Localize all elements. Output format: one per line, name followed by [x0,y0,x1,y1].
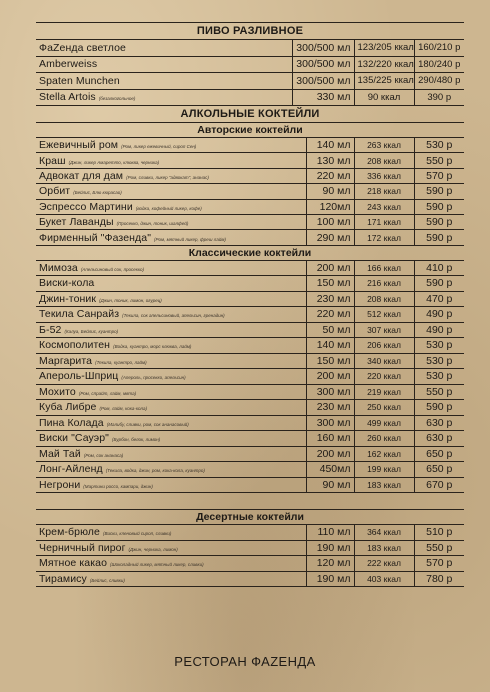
item-volume: 190 мл [306,540,354,556]
item-name: Мимоза [39,261,78,274]
item-volume: 450мл [306,462,354,478]
item-price: 490 р [414,307,464,323]
menu-row [36,40,464,56]
item-volume: 300/500 мл [292,73,354,90]
menu-row [36,214,464,229]
item-cell [36,230,306,245]
item-cell [36,168,306,183]
item-cell [36,322,306,338]
item-name: Эспрессо Мартини [39,200,133,213]
item-calories: 171 ккал [354,214,414,229]
item-volume: 330 мл [292,89,354,106]
item-price: 590 р [414,184,464,199]
item-volume: 90 мл [306,477,354,493]
item-cell [36,446,306,462]
item-price: 530 р [414,338,464,354]
item-price: 550 р [414,540,464,556]
item-calories: 183 ккал [354,540,414,556]
item-cell [36,89,292,106]
item-calories: 250 ккал [354,400,414,416]
item-name: Фирменный "Фазенда" [39,231,152,244]
item-ingredients: (Ром, лайм, кока-кола) [99,406,147,412]
item-name: Spaten Munchen [39,74,120,87]
item-volume: 150 мл [306,353,354,369]
item-cell [36,353,306,369]
menu-row [36,138,464,153]
item-cell [36,369,306,385]
beer-table [36,40,464,106]
item-cell [36,556,306,572]
item-ingredients: (Шоколадный ликер, мятный ликер, сливки) [110,562,204,568]
item-volume: 140 мл [306,338,354,354]
signature-subsection-title: Авторские коктейли [36,123,464,138]
item-name: Ежевичный ром [39,139,119,152]
item-price: 390 р [414,89,464,106]
item-price: 650 р [414,446,464,462]
item-cell [36,199,306,214]
menu-row [36,184,464,199]
item-price: 630 р [414,431,464,447]
item-volume: 140 мл [306,138,354,153]
item-calories: 364 ккал [354,525,414,540]
item-price: 410 р [414,261,464,276]
item-price: 530 р [414,353,464,369]
item-price: 530 р [414,138,464,153]
item-name: Джин-тоник [39,292,97,305]
item-calories: 162 ккал [354,446,414,462]
item-price: 160/210 р [414,40,464,56]
item-ingredients: (Водка, куантро, морс клюква, лайм) [113,344,192,350]
item-ingredients: (Текила, сок апельсиновый, апельсин, гренадин) [122,313,225,319]
item-cell [36,56,292,73]
item-volume: 230 мл [306,291,354,307]
item-price: 570 р [414,556,464,572]
menu-row [36,230,464,245]
item-calories: 218 ккал [354,184,414,199]
item-ingredients: (Виски, кленовый сироп, сливки) [102,531,172,537]
item-ingredients: (Апероль, просекко, апельсин) [121,375,186,381]
item-name: Б-52 [39,323,62,336]
item-name: ФаZенда светлое [39,41,126,54]
menu-row [36,322,464,338]
item-volume: 200 мл [306,446,354,462]
menu-row [36,556,464,572]
item-calories: 172 ккал [354,230,414,245]
item-cell [36,338,306,354]
item-name: Орбит [39,185,71,198]
item-volume: 90 мл [306,184,354,199]
item-name: Космополитен [39,339,111,352]
item-ingredients: (водка, кофейный ликер, кофе) [135,205,202,211]
item-cell [36,153,306,168]
item-calories: 512 ккал [354,307,414,323]
menu-row [36,89,464,106]
dessert-table [36,525,464,587]
menu-row [36,415,464,431]
item-price: 590 р [414,199,464,214]
menu-row [36,261,464,276]
item-volume: 130 мл [306,153,354,168]
item-calories: 183 ккал [354,477,414,493]
item-cell [36,415,306,431]
item-ingredients: (Ром, спрайт, лайм, мята) [78,390,137,396]
item-calories: 499 ккал [354,415,414,431]
menu-sheet [36,22,464,587]
menu-row [36,525,464,540]
item-calories: 219 ккал [354,384,414,400]
item-price: 570 р [414,168,464,183]
item-volume: 120 мл [306,556,354,572]
item-cell [36,462,306,478]
menu-row [36,477,464,493]
item-cell [36,261,306,276]
menu-row [36,291,464,307]
item-name: Виски "Сауэр" [39,432,110,445]
item-price: 590 р [414,400,464,416]
item-ingredients: (Джин, тоник, лимон, огурец) [99,297,162,303]
item-ingredients: (Джин, ликер Амаретто, клюква, черника) [68,159,160,165]
item-volume: 110 мл [306,525,354,540]
item-calories: 263 ккал [354,138,414,153]
item-cell [36,571,306,587]
item-name: Крем-брюле [39,526,100,539]
item-name: Негрони [39,478,81,491]
menu-row [36,56,464,73]
item-price: 180/240 р [414,56,464,73]
item-ingredients: (Ром, ликер ежевичный, сироп Сен) [121,144,197,150]
item-ingredients: (Джин, черника, лимон) [128,546,178,552]
item-ingredients: (Текила, водка, джин, ром, кока-кола, куантро) [105,468,205,474]
item-calories: 123/205 ккал [354,40,414,56]
item-ingredients: (Просекко, джин, тоник, шалфей) [116,221,189,227]
item-calories: 220 ккал [354,369,414,385]
item-volume: 100 мл [306,214,354,229]
menu-row [36,540,464,556]
menu-row [36,73,464,90]
item-calories: 307 ккал [354,322,414,338]
item-ingredients: (Текила, куантро, лайм) [95,359,147,365]
item-calories: 216 ккал [354,276,414,292]
menu-row [36,369,464,385]
item-calories: 336 ккал [354,168,414,183]
menu-row [36,431,464,447]
item-name: Краш [39,154,66,167]
restaurant-name-footer: РЕСТОРАН ФАZЕНДА [174,654,316,669]
item-ingredients: (Малибу, сливки, ром, сок ананасовый) [106,421,189,427]
item-cell [36,40,292,56]
item-cell [36,307,306,323]
item-name: Адвокат для дам [39,169,124,182]
item-volume: 230 мл [306,400,354,416]
item-ingredients: (безалкогольное) [98,96,136,102]
item-price: 550 р [414,384,464,400]
item-cell [36,540,306,556]
item-volume: 300 мл [306,415,354,431]
menu-row [36,199,464,214]
item-calories: 166 ккал [354,261,414,276]
item-cell [36,477,306,493]
item-cell [36,431,306,447]
item-name: Лонг-Айленд [39,463,103,476]
item-price: 590 р [414,230,464,245]
item-price: 550 р [414,153,464,168]
item-calories: 199 ккал [354,462,414,478]
item-cell [36,138,306,153]
menu-row [36,462,464,478]
item-cell [36,276,306,292]
menu-row [36,353,464,369]
item-cell [36,184,306,199]
item-calories: 90 ккал [354,89,414,106]
item-cell [36,400,306,416]
item-price: 290/480 р [414,73,464,90]
item-name: Текила Санрайз [39,308,120,321]
item-volume: 300 мл [306,384,354,400]
item-ingredients: (Калуа, Бейлис, куантро) [64,328,119,334]
item-name: Апероль-Шприц [39,370,119,383]
item-ingredients: (Мартини россо, кампари, джин) [83,483,153,489]
item-ingredients: (Ром, сок ананаса) [83,452,124,458]
item-name: Май Тай [39,447,81,460]
menu-row [36,276,464,292]
item-name: Виски-кола [39,277,95,290]
item-price: 590 р [414,276,464,292]
item-cell [36,384,306,400]
item-price: 630 р [414,415,464,431]
item-ingredients: (Ром, сливки, ликер "адвокат", ананас) [126,174,209,180]
item-name: Amberweiss [39,58,98,71]
item-volume: 190 мл [306,571,354,587]
item-volume: 300/500 мл [292,56,354,73]
dessert-subsection-title: Десертные коктейли [36,509,464,525]
item-volume: 220 мл [306,307,354,323]
item-volume: 220 мл [306,168,354,183]
item-calories: 260 ккал [354,431,414,447]
item-name: Куба Либре [39,401,97,414]
item-ingredients: (Ром, мятный ликер, фреш лайм) [154,236,226,242]
item-name: Маргарита [39,354,93,367]
item-price: 490 р [414,322,464,338]
classic-subsection-title: Классические коктейли [36,246,464,261]
item-name: Пина Колада [39,416,104,429]
item-calories: 208 ккал [354,153,414,168]
item-volume: 150 мл [306,276,354,292]
item-volume: 300/500 мл [292,40,354,56]
item-price: 530 р [414,369,464,385]
item-calories: 206 ккал [354,338,414,354]
item-ingredients: (Апельсиновый сок, просекко) [80,266,145,272]
item-volume: 200 мл [306,369,354,385]
item-calories: 208 ккал [354,291,414,307]
item-calories: 132/220 ккал [354,56,414,73]
item-calories: 135/225 ккал [354,73,414,90]
menu-row [36,384,464,400]
item-calories: 243 ккал [354,199,414,214]
item-cell [36,525,306,540]
item-ingredients: (Бейлис, Блю кюрасао) [73,190,122,196]
menu-row [36,571,464,587]
item-calories: 403 ккал [354,571,414,587]
item-cell [36,291,306,307]
item-name: Мятное какао [39,557,108,570]
item-ingredients: (Бурбон, белок, лимон) [112,437,161,443]
item-name: Stella Artois [39,91,96,104]
item-ingredients: (Бейлис, сливки) [89,577,125,583]
item-name: Мохито [39,385,76,398]
item-volume: 200 мл [306,261,354,276]
item-price: 670 р [414,477,464,493]
item-name: Тирамису [39,572,87,585]
item-name: Черничный пирог [39,541,126,554]
item-cell [36,73,292,90]
item-volume: 50 мл [306,322,354,338]
menu-row [36,400,464,416]
item-calories: 222 ккал [354,556,414,572]
item-price: 780 р [414,571,464,587]
item-cell [36,214,306,229]
menu-row [36,153,464,168]
menu-row [36,446,464,462]
menu-row [36,168,464,183]
item-volume: 120мл [306,199,354,214]
classic-table [36,261,464,494]
item-price: 650 р [414,462,464,478]
signature-table [36,138,464,246]
item-volume: 160 мл [306,431,354,447]
item-price: 470 р [414,291,464,307]
beer-section-title: ПИВО РАЗЛИВНОЕ [36,22,464,40]
cocktails-section-title: АЛКОЛЬНЫЕ КОКТЕЙЛИ [36,106,464,123]
item-price: 590 р [414,214,464,229]
menu-row [36,338,464,354]
menu-row [36,307,464,323]
item-name: Букет Лаванды [39,216,114,229]
item-volume: 290 мл [306,230,354,245]
item-calories: 340 ккал [354,353,414,369]
item-price: 510 р [414,525,464,540]
